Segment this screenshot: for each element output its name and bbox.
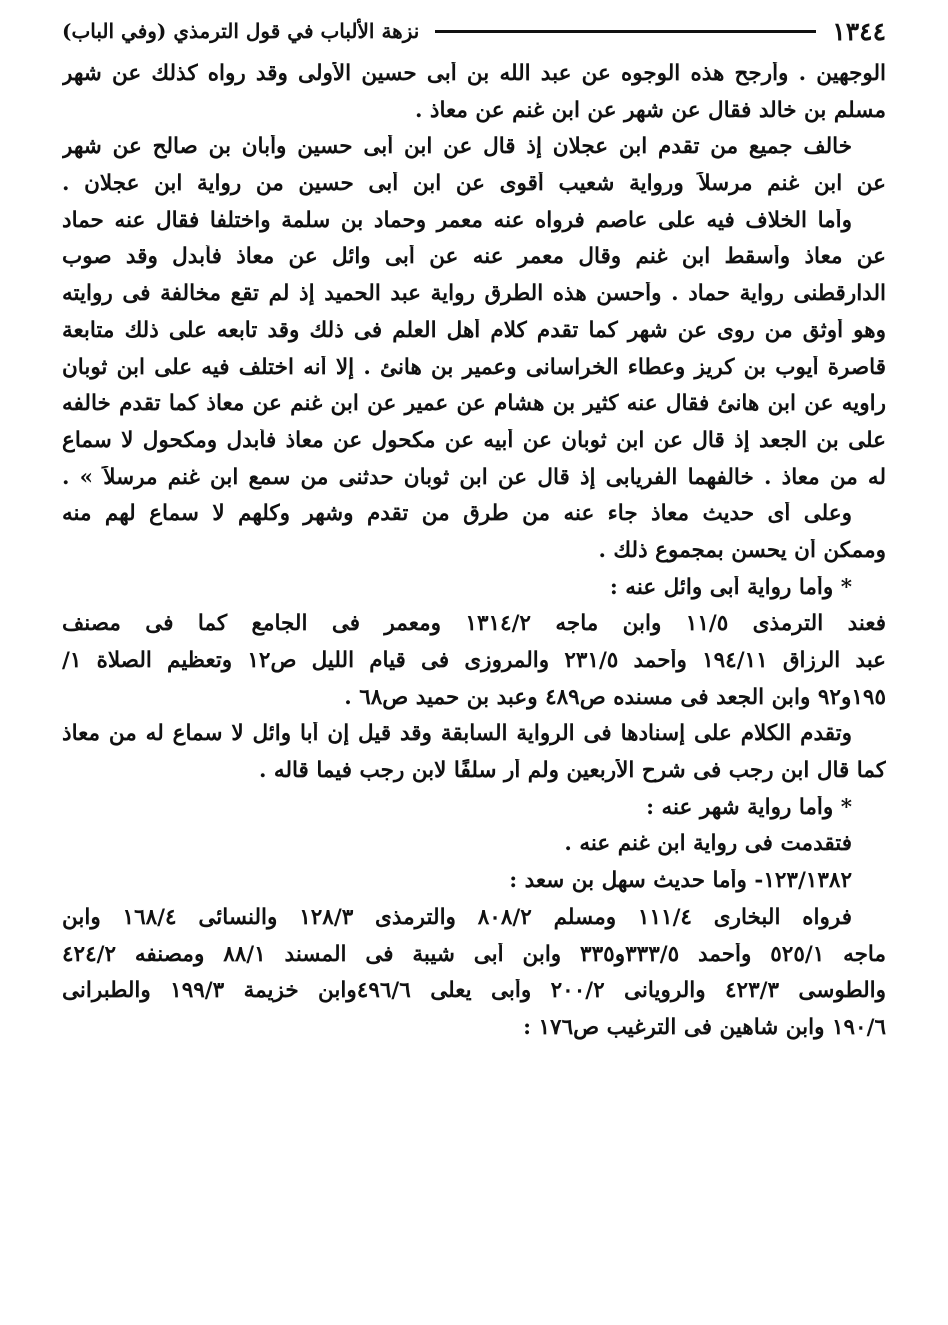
text-line: راويه عن ابن هانئ فقال عنه كثير بن هشام عن عمير عن ابن غنم عن معاذ كما تقدم خالفه [62,392,886,417]
text-line: وهو أوثق من روى عن شهر كما تقدم كلام أهل العلم فى ذلك وقد تابعه على ذلك متابعة [62,318,886,343]
text-line: وتقدم الكلام على إسنادها فى الرواية السابقة وقد قيل إن أبا وائل لا سماع له من معاذ [62,722,852,747]
text-line: عن معاذ وأسقط ابن غنم وقال معمر عنه عن أبى وائل عن معاذ فأبدل وقد صوب [62,245,886,270]
text-line: ١٩٠/٦ وابن شاهين فى الترغيب ص١٧٦ : [523,1015,886,1040]
text-line: ١٩٥و٩٢ وابن الجعد فى مسنده ص٤٨٩ وعبد بن حميد ص٦٨ . [344,685,886,710]
running-title: نزهة الألباب في قول الترمذي (وفي الباب) [62,19,420,43]
text-line: خالف جميع من تقدم ابن عجلان إذ قال عن ابن أبى حسين وأبان بن صالح عن شهر [62,135,852,160]
text-line: عن ابن غنم مرسلاً ورواية شعيب أقوى عن ابن أبى حسين من رواية ابن عجلان . [62,172,886,197]
text-line: ماجه ٥٢٥/١ وأحمد ٣٣٣/٥و٣٣٥ وابن أبى شيبة فى المسند ٨٨/١ ومصنفه ٤٢٤/٢ [62,942,886,967]
page-body [62,62,886,1053]
text-line: له من معاذ . خالفهما الفريابى إذ قال عن ابن ثوبان حدثنى من سمع ابن غنم مرسلاً » . [62,465,886,490]
header-rule [435,30,816,33]
section-heading: * وأما رواية أبى وائل عنه : [609,575,852,600]
text-line: قاصرة أيوب بن كريز وعطاء الخراسانى وعمير بن هانئ . إلا أنه اختلف فيه على ابن ثوبان [62,355,886,380]
text-line: كما قال ابن رجب فى شرح الأربعين ولم أر سلفًا لابن رجب فيما قاله . [258,759,886,784]
section-heading: ١٢٣/١٣٨٢- وأما حديث سهل بن سعد : [509,869,852,894]
text-line: عبد الرزاق ١٩٤/١١ وأحمد ٢٣١/٥ والمروزى فى قيام الليل ص١٢ وتعظيم الصلاة ١/ [62,649,886,673]
text-line: فعند الترمذى ١١/٥ وابن ماجه ١٣١٤/٢ ومعمر فى الجامع كما فى مصنف [62,612,886,637]
text-line: على بن الجعد إذ قال عن ابن ثوبان عن أبيه عن مكحول عن معاذ فأبدل ومكحول لا سماع [62,428,886,453]
page-header [62,14,886,48]
text-line: وممكن أن يحسن بمجموع ذلك . [598,538,886,563]
text-line: فرواه البخارى ١١١/٤ ومسلم ٨٠٨/٢ والترمذى ١٢٨/٣ والنسائى ١٦٨/٤ وابن [62,905,852,930]
page-number: ١٣٤٤ [832,16,886,46]
text-line: وأما الخلاف فيه على عاصم فرواه عنه معمر وحماد بن سلمة واختلفا فقال عنه حماد [62,208,852,233]
text-line: الدارقطنى رواية حماد . وأحسن هذه الطرق رواية عبد الحميد إذ لم تقع مخالفة فى روايته [62,282,886,307]
text-line: وعلى أى حديث معاذ جاء عنه من طرق من تقدم وشهر وكلهم لا سماع لهم منه [62,502,852,527]
text-line: مسلم بن خالد فقال عن شهر عن ابن غنم عن معاذ . [414,98,886,123]
text-line: الوجهين . وأرجح هذه الوجوه عن عبد الله بن أبى حسين الأولى وقد رواه كذلك عن شهر [62,62,886,86]
text-line: والطوسى ٤٢٣/٣ والرويانى ٢٠٠/٢ وأبى يعلى ٤٩٦/٦وابن خزيمة ١٩٩/٣ والطبرانى [62,979,886,1004]
section-heading: * وأما رواية شهر عنه : [646,795,852,820]
text-line: فتقدمت فى رواية ابن غنم عنه . [564,832,852,857]
